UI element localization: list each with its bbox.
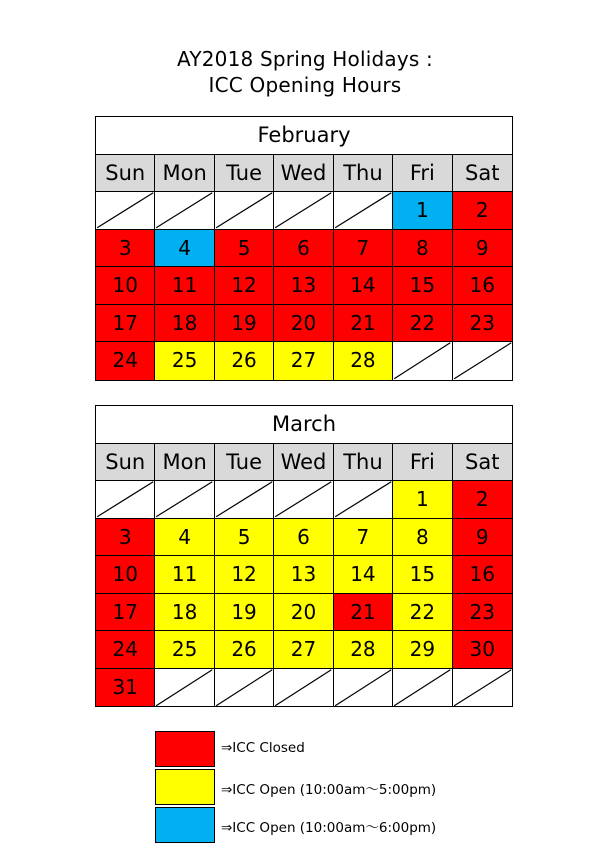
title-line-2: ICC Opening Hours xyxy=(208,73,402,97)
day-cell: 25 xyxy=(155,631,214,669)
day-cell: 7 xyxy=(334,519,393,557)
day-cell: 19 xyxy=(215,305,274,343)
day-cell: 23 xyxy=(453,594,512,632)
empty-day-cell xyxy=(334,192,393,230)
day-cell: 27 xyxy=(274,342,333,380)
day-cell: 5 xyxy=(215,230,274,268)
day-cell: 28 xyxy=(334,631,393,669)
empty-day-cell xyxy=(274,481,333,519)
day-cell: 16 xyxy=(453,267,512,305)
day-cell: 31 xyxy=(96,669,155,707)
legend-label: ⇒ICC Open (10:00am～6:00pm) xyxy=(221,820,437,836)
weekday-header: Thu xyxy=(334,155,393,192)
weekday-header: Fri xyxy=(393,155,452,192)
empty-day-cell xyxy=(215,192,274,230)
day-cell: 14 xyxy=(334,267,393,305)
day-cell: 15 xyxy=(393,267,452,305)
day-cell: 18 xyxy=(155,305,214,343)
day-cell: 24 xyxy=(96,342,155,380)
day-cell: 16 xyxy=(453,556,512,594)
empty-day-cell xyxy=(453,669,512,707)
weekday-header: Fri xyxy=(393,444,452,481)
weekday-header: Sun xyxy=(96,155,155,192)
month-name: March xyxy=(96,406,512,444)
day-cell: 11 xyxy=(155,267,214,305)
empty-day-cell xyxy=(274,192,333,230)
day-cell: 26 xyxy=(215,342,274,380)
day-cell: 4 xyxy=(155,230,214,268)
day-cell: 10 xyxy=(96,556,155,594)
legend-item-closed xyxy=(155,731,455,769)
day-cell: 6 xyxy=(274,519,333,557)
day-cell: 21 xyxy=(334,305,393,343)
weekday-header: Mon xyxy=(155,444,214,481)
day-cell: 20 xyxy=(274,594,333,632)
day-cell: 13 xyxy=(274,556,333,594)
empty-day-cell xyxy=(215,481,274,519)
calendar-grid xyxy=(96,444,512,706)
day-cell: 30 xyxy=(453,631,512,669)
month-name: February xyxy=(96,117,512,155)
legend-label: ⇒ICC Open (10:00am～5:00pm) xyxy=(221,782,437,798)
day-cell: 5 xyxy=(215,519,274,557)
day-cell: 3 xyxy=(96,230,155,268)
day-cell: 3 xyxy=(96,519,155,557)
page-title xyxy=(0,46,610,98)
weekday-header: Wed xyxy=(274,155,333,192)
legend-item-open-6pm xyxy=(155,807,455,845)
empty-day-cell xyxy=(334,481,393,519)
empty-day-cell xyxy=(155,669,214,707)
title-line-1: AY2018 Spring Holidays : xyxy=(177,47,433,71)
day-cell: 9 xyxy=(453,230,512,268)
day-cell: 1 xyxy=(393,481,452,519)
day-cell: 17 xyxy=(96,594,155,632)
day-cell: 22 xyxy=(393,305,452,343)
day-cell: 10 xyxy=(96,267,155,305)
day-cell: 23 xyxy=(453,305,512,343)
legend-swatch-yellow xyxy=(155,769,215,805)
weekday-header: Tue xyxy=(215,155,274,192)
calendar-grid xyxy=(96,155,512,380)
weekday-header: Wed xyxy=(274,444,333,481)
empty-day-cell xyxy=(155,192,214,230)
empty-day-cell xyxy=(215,669,274,707)
day-cell: 20 xyxy=(274,305,333,343)
day-cell: 27 xyxy=(274,631,333,669)
empty-day-cell xyxy=(96,192,155,230)
day-cell: 28 xyxy=(334,342,393,380)
empty-day-cell xyxy=(393,669,452,707)
day-cell: 14 xyxy=(334,556,393,594)
day-cell: 13 xyxy=(274,267,333,305)
day-cell: 6 xyxy=(274,230,333,268)
day-cell: 2 xyxy=(453,192,512,230)
legend-swatch-blue xyxy=(155,807,215,843)
weekday-header: Mon xyxy=(155,155,214,192)
empty-day-cell xyxy=(334,669,393,707)
weekday-header: Tue xyxy=(215,444,274,481)
calendar-march xyxy=(95,405,513,707)
weekday-header: Thu xyxy=(334,444,393,481)
empty-day-cell xyxy=(96,481,155,519)
day-cell: 21 xyxy=(334,594,393,632)
weekday-header: Sun xyxy=(96,444,155,481)
day-cell: 19 xyxy=(215,594,274,632)
empty-day-cell xyxy=(274,669,333,707)
legend-label: ⇒ICC Closed xyxy=(221,740,305,756)
day-cell: 25 xyxy=(155,342,214,380)
legend-item-open-5pm xyxy=(155,769,455,807)
day-cell: 12 xyxy=(215,267,274,305)
weekday-header: Sat xyxy=(453,155,512,192)
weekday-header: Sat xyxy=(453,444,512,481)
day-cell: 17 xyxy=(96,305,155,343)
calendar-february xyxy=(95,116,513,381)
day-cell: 18 xyxy=(155,594,214,632)
day-cell: 22 xyxy=(393,594,452,632)
day-cell: 1 xyxy=(393,192,452,230)
empty-day-cell xyxy=(453,342,512,380)
day-cell: 15 xyxy=(393,556,452,594)
day-cell: 29 xyxy=(393,631,452,669)
day-cell: 8 xyxy=(393,230,452,268)
legend-swatch-red xyxy=(155,731,215,767)
day-cell: 8 xyxy=(393,519,452,557)
empty-day-cell xyxy=(393,342,452,380)
day-cell: 2 xyxy=(453,481,512,519)
day-cell: 7 xyxy=(334,230,393,268)
day-cell: 4 xyxy=(155,519,214,557)
day-cell: 9 xyxy=(453,519,512,557)
empty-day-cell xyxy=(155,481,214,519)
day-cell: 12 xyxy=(215,556,274,594)
day-cell: 24 xyxy=(96,631,155,669)
day-cell: 11 xyxy=(155,556,214,594)
day-cell: 26 xyxy=(215,631,274,669)
